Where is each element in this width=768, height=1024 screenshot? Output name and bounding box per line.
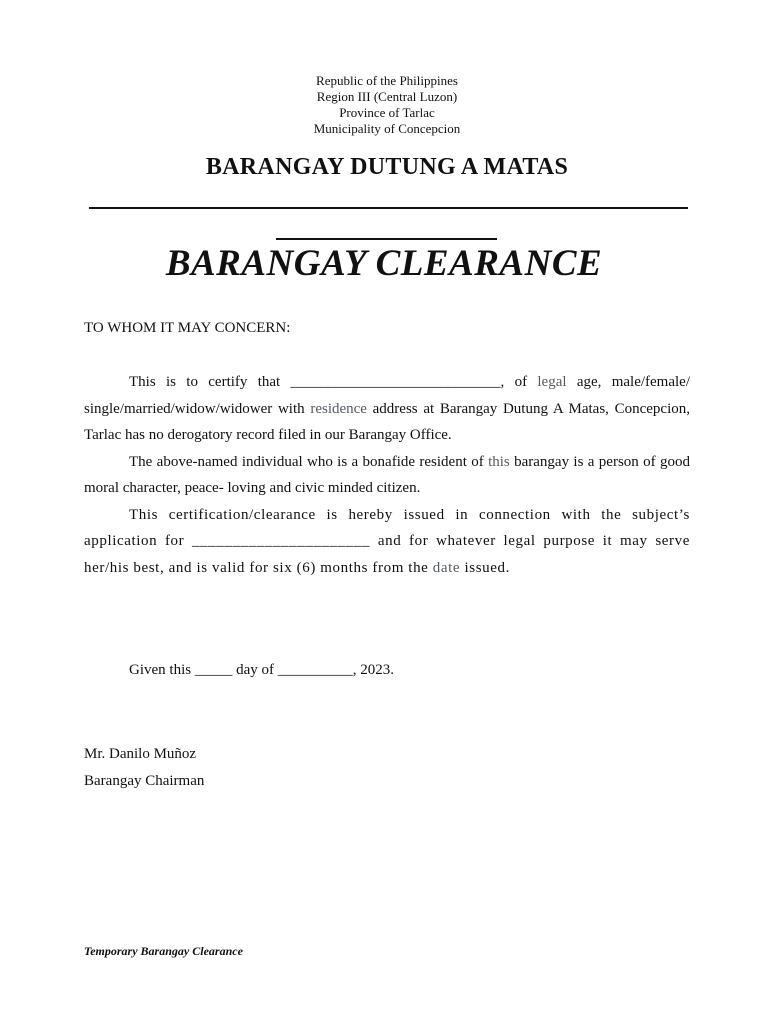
given-date-line: Given this _____ day of __________, 2023.: [129, 662, 394, 678]
salutation: TO WHOM IT MAY CONCERN:: [84, 320, 291, 336]
header-region: Region III (Central Luzon): [316, 89, 458, 104]
header-province: Province of Tarlac: [339, 105, 435, 120]
document-title: BARANGAY CLEARANCE: [165, 243, 603, 284]
purpose-paragraph: [84, 502, 690, 582]
paragraph2-part-c: barangay is a person of good moral character, peace- loving and civic minded citizen.: [84, 453, 690, 496]
paragraph1-part-a: This is to certify that ____________________________, of: [129, 374, 538, 390]
signatory-position: Barangay Chairman: [84, 773, 205, 789]
paragraph1-part-c: age, male/female/ single/married/widow/widower with: [84, 374, 690, 417]
paragraph3-part-c: issued.: [460, 559, 510, 576]
header-municipality: Municipality of Concepcion: [313, 121, 461, 136]
certificate-body: [84, 369, 690, 581]
title-overline: [276, 238, 497, 240]
paragraph2-word-this: this: [488, 453, 510, 470]
paragraph2-part-a: The above-named individual who is a bonafide resident of: [129, 453, 489, 470]
footer-note: Temporary Barangay Clearance: [84, 944, 243, 958]
barangay-name: BARANGAY DUTUNG A MATAS: [205, 154, 569, 180]
signatory-name: Mr. Danilo Muñoz: [84, 746, 197, 762]
paragraph3-part-a: This certification/clearance is hereby issued in connection with the subject’s application for ______________________ and for whatever legal purpose it may serve her/his best, and is valid for six (6) months from the: [84, 506, 690, 576]
signatory-block: [84, 741, 204, 795]
certification-paragraph: [84, 369, 690, 449]
paragraph1-word-legal: legal: [537, 374, 567, 390]
character-paragraph: [84, 449, 690, 502]
paragraph1-part-e: address at Barangay Dutung A Matas, Concepcion, Tarlac has no derogatory record filed in our Barangay Office.: [84, 400, 690, 443]
paragraph3-word-date: date: [432, 559, 461, 576]
header-republic: Republic of the Philippines: [316, 73, 458, 88]
header-divider: [89, 207, 688, 209]
government-header: [0, 73, 768, 137]
paragraph1-word-residence: residence: [310, 400, 367, 417]
